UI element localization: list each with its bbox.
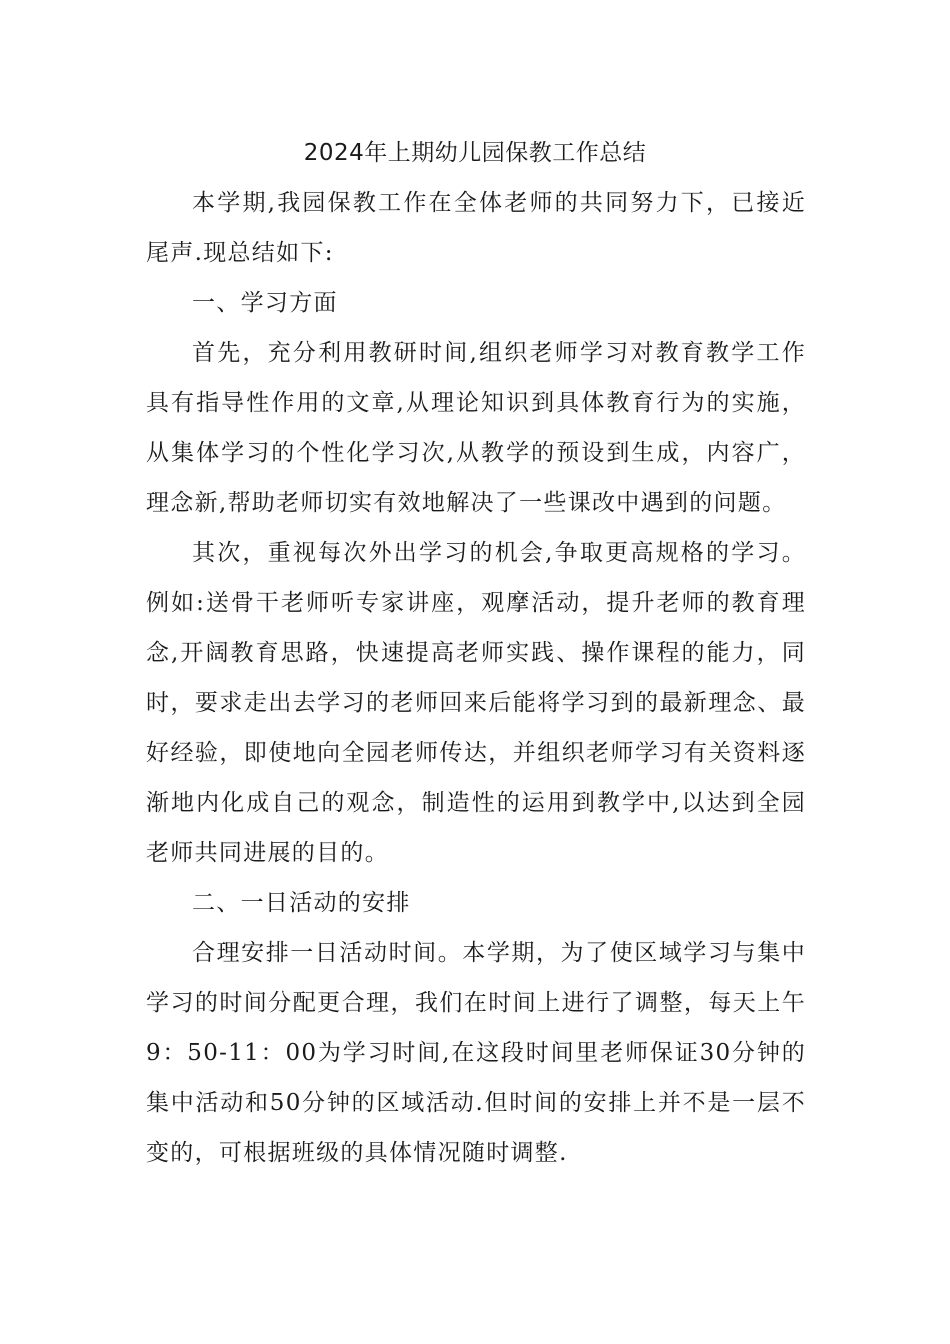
paragraph-daily-schedule: 合理安排一日活动时间。本学期，为了使区域学习与集中学习的时间分配更合理，我们在时间上进行了调整，每天上午9：50-11：00为学习时间,在这段时间里老师保证30分钟的集中活动和50分钟的区域活动.但时间的安排上并不是一层不变的，可根据班级的具体情况随时调整. bbox=[146, 940, 806, 1166]
section-heading-study: 一、学习方面 bbox=[192, 290, 338, 316]
document-title: 2024年上期幼儿园保教工作总结 bbox=[303, 140, 647, 166]
paragraph-study-second: 其次，重视每次外出学习的机会,争取更高规格的学习。例如:送骨干老师听专家讲座，观摩活动，提升老师的教育理念,开阔教育思路，快速提高老师实践、操作课程的能力，同时，要求走出去学习的老师回来后能将学习到的最新理念、最好经验，即使地向全园老师传达，并组织老师学习有关资料逐渐地内化成自己的观念，制造性的运用到教学中,以达到全园老师共同进展的目的。 bbox=[146, 540, 806, 866]
paragraph-study-first: 首先，充分利用教研时间,组织老师学习对教育教学工作具有指导性作用的文章,从理论知识到具体教育行为的实施，从集体学习的个性化学习次,从教学的预设到生成，内容广，理念新,帮助老师切实有效地解决了一些课改中遇到的问题。 bbox=[146, 340, 806, 516]
paragraph-intro: 本学期,我园保教工作在全体老师的共同努力下，已接近尾声.现总结如下: bbox=[146, 190, 806, 266]
document-body bbox=[146, 178, 806, 1178]
section-heading-daily-schedule: 二、一日活动的安排 bbox=[192, 890, 411, 916]
